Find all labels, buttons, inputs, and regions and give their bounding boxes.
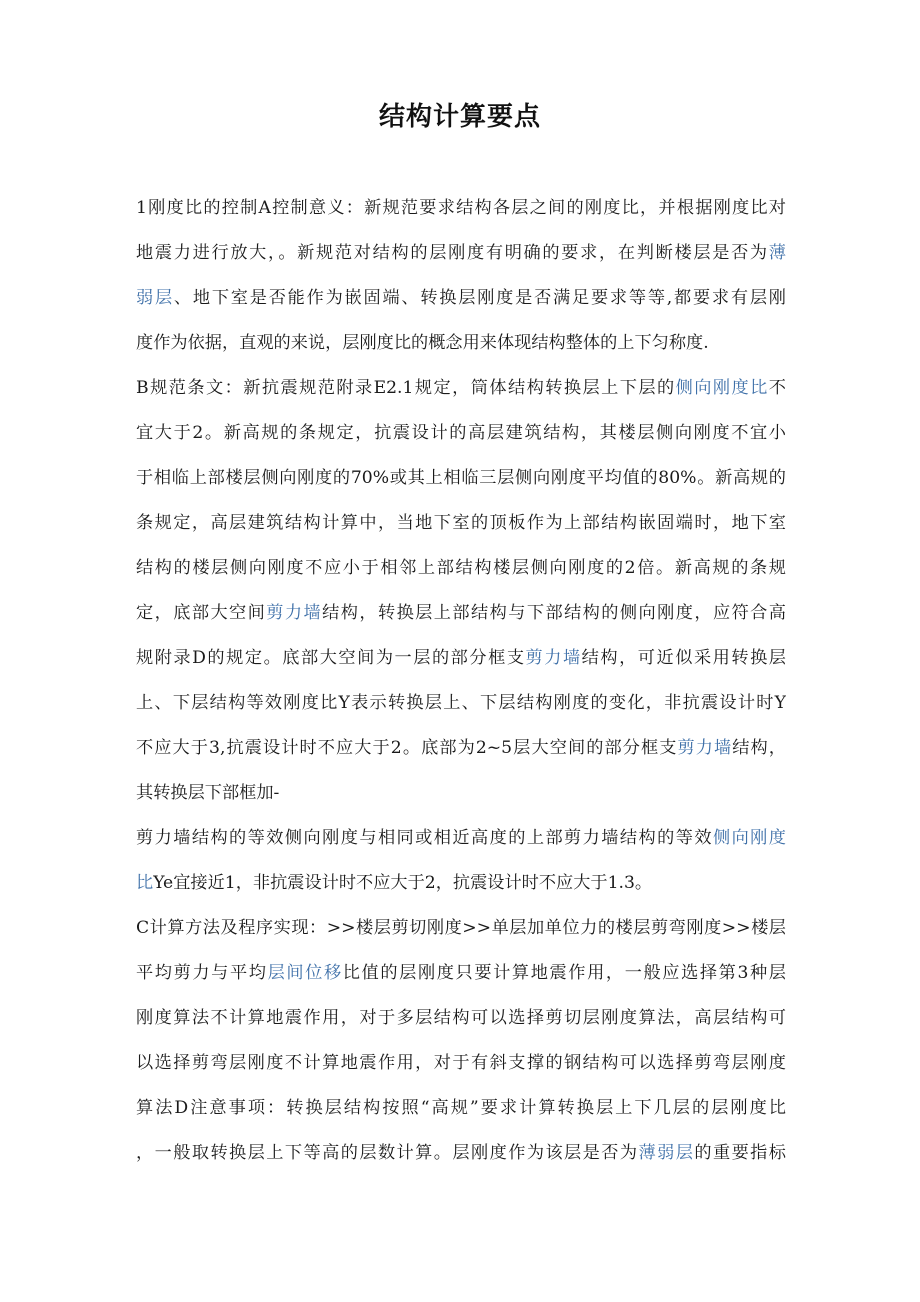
text-line bbox=[136, 906, 786, 951]
text-line bbox=[136, 1086, 786, 1131]
term-link[interactable]: 比 bbox=[136, 873, 154, 893]
term-link[interactable]: 剪力墙 bbox=[525, 648, 582, 668]
text-segment: 、地下室是否能作为嵌固端、转换层刚度是否满足要求等等,都要求有层刚 bbox=[173, 288, 786, 308]
text-segment: 结构的楼层侧向刚度不应小于相邻上部结构楼层侧向刚度的2倍。新高规的条规 bbox=[136, 558, 786, 578]
term-link[interactable]: 剪力墙 bbox=[677, 738, 733, 758]
term-link[interactable]: 侧向刚度 bbox=[712, 828, 786, 848]
text-segment: 算法D注意事项：转换层结构按照“高规”要求计算转换层上下几层的层刚度比 bbox=[136, 1098, 786, 1118]
document-body bbox=[136, 186, 786, 1176]
term-link[interactable]: 弱层 bbox=[136, 288, 174, 308]
document-title: 结构计算要点 bbox=[378, 102, 541, 132]
text-line bbox=[136, 1131, 786, 1176]
text-line bbox=[136, 591, 786, 636]
text-segment: ，一般取转换层上下等高的层数计算。层刚度作为该层是否为 bbox=[136, 1143, 639, 1163]
text-segment: C计算方法及程序实现：>>楼层剪切刚度>>单层加单位力的楼层剪弯刚度>>楼层 bbox=[136, 918, 786, 938]
text-segment: 规附录D的规定。底部大空间为一层的部分框支 bbox=[136, 648, 526, 668]
text-line bbox=[136, 411, 786, 456]
text-line bbox=[136, 1041, 786, 1086]
term-link[interactable]: 剪力墙 bbox=[266, 603, 323, 623]
text-segment: 结构，可近似采用转换层 bbox=[581, 648, 786, 668]
text-segment: 度作为依据，直观的来说，层刚度比的概念用来体现结构整体的上下匀称度. bbox=[136, 333, 709, 353]
text-segment: 的重要指标 bbox=[694, 1143, 786, 1163]
text-line bbox=[136, 636, 786, 681]
text-line bbox=[136, 231, 786, 276]
term-link[interactable]: 薄 bbox=[768, 243, 786, 263]
text-segment: 定，底部大空间 bbox=[136, 603, 267, 623]
text-line bbox=[136, 366, 786, 411]
text-line bbox=[136, 681, 786, 726]
text-segment: 宜大于2。新高规的条规定，抗震设计的高层建筑结构，其楼层侧向刚度不宜小 bbox=[136, 423, 786, 443]
text-segment: 其转换层下部框加- bbox=[136, 783, 280, 803]
text-segment: 于相临上部楼层侧向刚度的70%或其上相临三层侧向刚度平均值的80%。新高规的 bbox=[136, 468, 786, 488]
text-segment: Ye宜接近1，非抗震设计时不应大于2，抗震设计时不应大于1.3。 bbox=[153, 873, 653, 893]
text-segment: 1刚度比的控制A控制意义：新规范要求结构各层之间的刚度比，并根据刚度比对 bbox=[136, 198, 786, 218]
text-segment: 剪力墙结构的等效侧向刚度与相同或相近高度的上部剪力墙结构的等效 bbox=[136, 828, 713, 848]
text-line bbox=[136, 501, 786, 546]
text-line bbox=[136, 861, 786, 906]
term-link[interactable]: 侧向刚度比 bbox=[675, 378, 769, 398]
text-line bbox=[136, 726, 786, 771]
text-line bbox=[136, 996, 786, 1041]
text-segment: 条规定，高层建筑结构计算中，当地下室的顶板作为上部结构嵌固端时，地下室 bbox=[136, 513, 786, 533]
text-line bbox=[136, 456, 786, 501]
text-segment: 刚度算法不计算地震作用，对于多层结构可以选择剪切层刚度算法，高层结构可 bbox=[136, 1008, 786, 1028]
text-segment: 上、下层结构等效刚度比Y表示转换层上、下层结构刚度的变化，非抗震设计时Y bbox=[136, 693, 786, 713]
term-link[interactable]: 层间位移 bbox=[267, 963, 343, 983]
text-segment: 结构，转换层上部结构与下部结构的侧向刚度，应符合高 bbox=[322, 603, 786, 623]
text-segment: 不 bbox=[768, 378, 786, 398]
text-line bbox=[136, 186, 786, 231]
text-segment: B规范条文：新抗震规范附录E2.1规定，筒体结构转换层上下层的 bbox=[136, 378, 676, 398]
text-segment: 结构， bbox=[732, 738, 786, 758]
text-segment: 比值的层刚度只要计算地震作用，一般应选择第3种层 bbox=[342, 963, 786, 983]
text-segment: 地震力进行放大，。新规范对结构的层刚度有明确的要求，在判断楼层是否为 bbox=[136, 243, 769, 263]
text-segment: 平均剪力与平均 bbox=[136, 963, 268, 983]
text-line bbox=[136, 816, 786, 861]
text-line bbox=[136, 321, 786, 366]
text-segment: 以选择剪弯层刚度不计算地震作用，对于有斜支撑的钢结构可以选择剪弯层刚度 bbox=[136, 1053, 786, 1073]
text-line bbox=[136, 771, 786, 816]
term-link[interactable]: 薄弱层 bbox=[638, 1143, 695, 1163]
text-line bbox=[136, 276, 786, 321]
text-line bbox=[136, 951, 786, 996]
text-line bbox=[136, 546, 786, 591]
text-segment: 不应大于3,抗震设计时不应大于2。底部为2~5层大空间的部分框支 bbox=[136, 738, 678, 758]
